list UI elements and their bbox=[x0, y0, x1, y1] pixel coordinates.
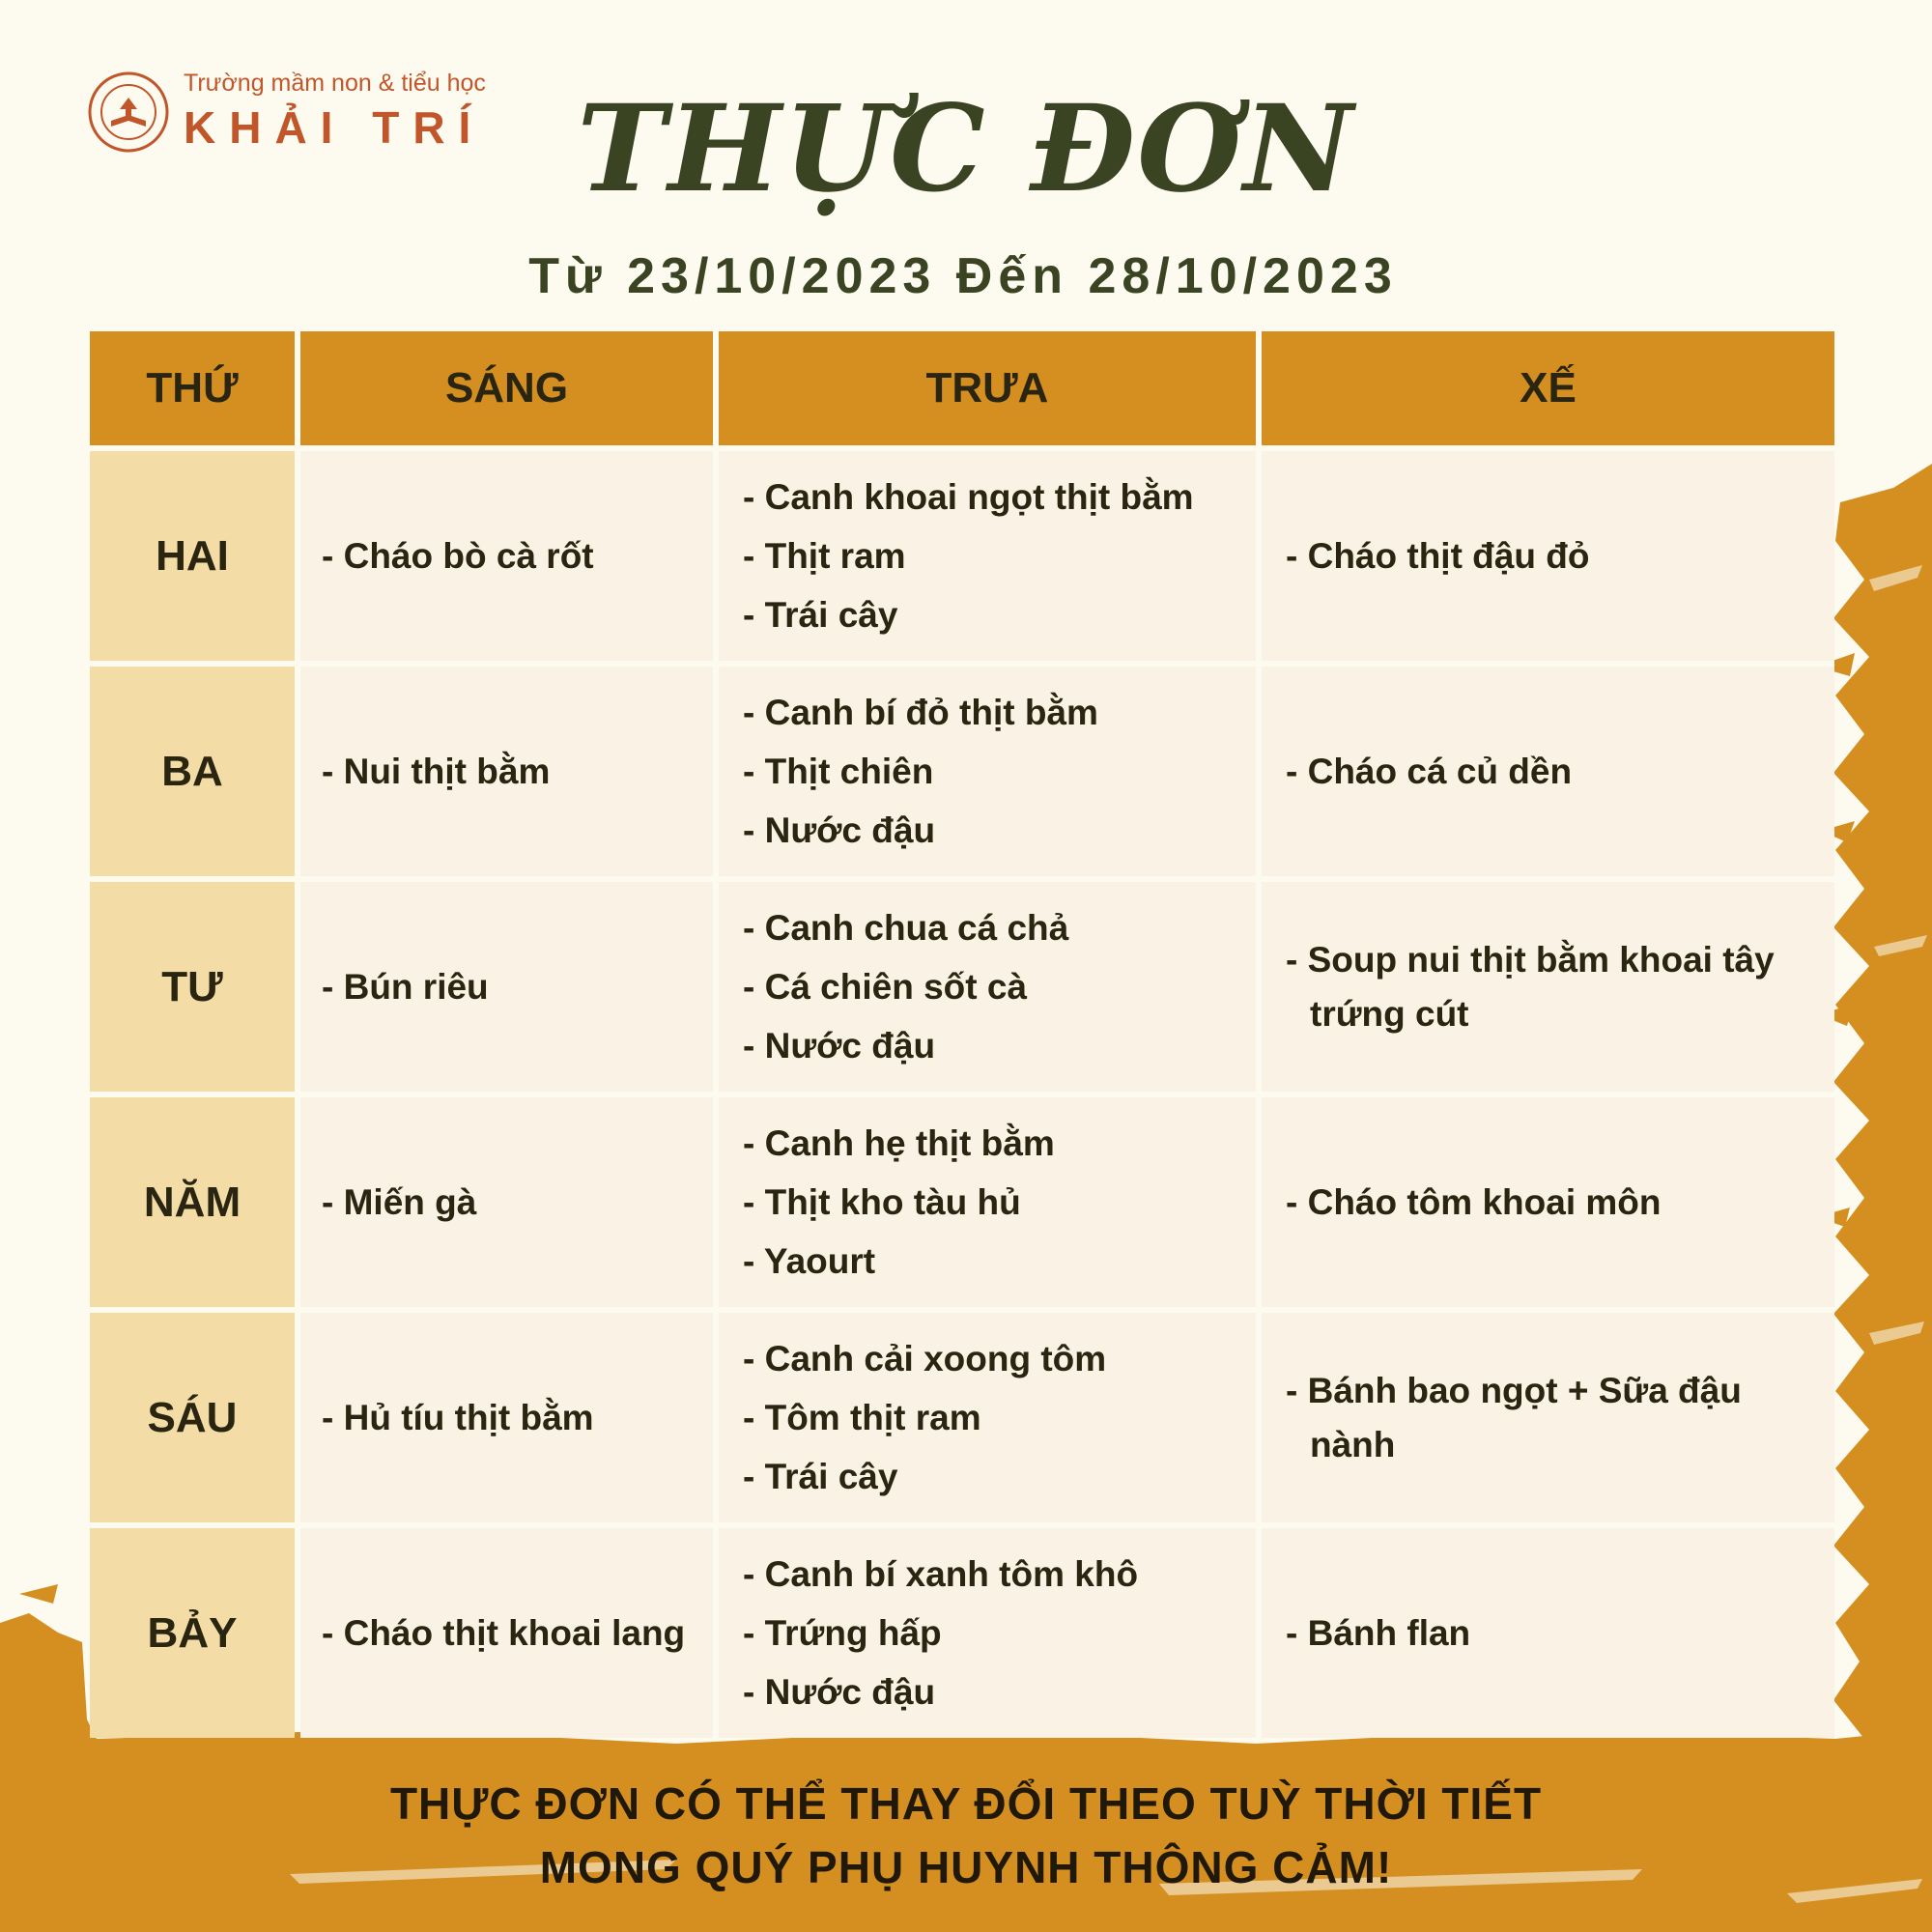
header-lunch: TRƯA bbox=[719, 331, 1256, 451]
menu-item: - Bánh flan bbox=[1286, 1612, 1471, 1653]
school-name: KHẢI TRÍ bbox=[184, 102, 485, 153]
menu-item: - Cháo tôm khoai môn bbox=[1286, 1181, 1662, 1222]
menu-item: - Canh bí xanh tôm khô bbox=[743, 1554, 1139, 1594]
table-row bbox=[90, 1528, 1834, 1738]
menu-item: - Canh chua cá chả bbox=[743, 908, 1069, 948]
date-range: Từ 23/10/2023 Đến 28/10/2023 bbox=[528, 248, 1398, 304]
menu-item: - Hủ tíu thịt bằm bbox=[322, 1398, 594, 1437]
morning-cell bbox=[300, 667, 713, 882]
morning-cell bbox=[300, 1528, 713, 1738]
menu-item: - Cháo thịt khoai lang bbox=[322, 1613, 686, 1653]
lunch-cell bbox=[719, 1528, 1256, 1738]
menu-item: - Tôm thịt ram bbox=[743, 1398, 981, 1437]
menu-item: - Cháo bò cà rốt bbox=[322, 536, 594, 576]
footer-line-2: MONG QUÝ PHỤ HUYNH THÔNG CẢM! bbox=[539, 1842, 1393, 1892]
menu-item: - Cháo thịt đậu đỏ bbox=[1286, 535, 1590, 576]
menu-item: - Nui thịt bằm bbox=[322, 752, 551, 791]
menu-item: - Thịt kho tàu hủ bbox=[743, 1182, 1021, 1222]
lunch-cell bbox=[719, 1097, 1256, 1313]
menu-item: - Cá chiên sốt cà bbox=[743, 967, 1028, 1007]
afternoon-cell bbox=[1262, 882, 1834, 1097]
menu-item: - Nước đậu bbox=[743, 1672, 936, 1712]
menu-item: - Thịt ram bbox=[743, 536, 906, 576]
afternoon-cell bbox=[1262, 1528, 1834, 1738]
footer-line-1: THỰC ĐƠN CÓ THỂ THAY ĐỔI THEO TUỲ THỜI TIẾT bbox=[389, 1778, 1543, 1829]
menu-item: - Miến gà bbox=[322, 1182, 477, 1222]
page-title: THỰC ĐƠN bbox=[577, 79, 1355, 219]
morning-cell bbox=[300, 451, 713, 667]
lunch-cell bbox=[719, 1313, 1256, 1528]
menu-item: - Nước đậu bbox=[743, 1026, 936, 1065]
menu-item: - Yaourt bbox=[743, 1241, 876, 1281]
table-row bbox=[90, 882, 1834, 1097]
afternoon-cell bbox=[1262, 667, 1834, 882]
table-row bbox=[90, 451, 1834, 667]
menu-item: - Nước đậu bbox=[743, 810, 936, 850]
table-header-row bbox=[90, 331, 1834, 451]
menu-item: - Trái cây bbox=[743, 1457, 898, 1496]
school-subtitle: Trường mầm non & tiểu học bbox=[184, 70, 486, 97]
day-cell: NĂM bbox=[90, 1097, 295, 1313]
lunch-cell bbox=[719, 451, 1256, 667]
lunch-cell bbox=[719, 882, 1256, 1097]
afternoon-cell bbox=[1262, 451, 1834, 667]
menu-item: - Cháo cá củ dền bbox=[1286, 751, 1573, 791]
menu-item: - Canh khoai ngọt thịt bằm bbox=[743, 477, 1194, 517]
day-cell: SÁU bbox=[90, 1313, 295, 1528]
afternoon-cell bbox=[1262, 1313, 1834, 1528]
menu-item: - Thịt chiên bbox=[743, 752, 934, 791]
day-cell: HAI bbox=[90, 451, 295, 667]
menu-item: - Trứng hấp bbox=[743, 1613, 942, 1653]
menu-item: - Trái cây bbox=[743, 595, 898, 635]
menu-table bbox=[84, 331, 1840, 1738]
day-cell: BA bbox=[90, 667, 295, 882]
menu-item: - Soup nui thịt bằm khoai tây trứng cút bbox=[1286, 939, 1775, 1034]
menu-item: - Canh hẹ thịt bằm bbox=[743, 1123, 1055, 1163]
menu-item: - Canh cải xoong tôm bbox=[743, 1339, 1107, 1378]
morning-cell bbox=[300, 1097, 713, 1313]
morning-cell bbox=[300, 882, 713, 1097]
header-day: THỨ bbox=[90, 331, 295, 451]
day-cell: TƯ bbox=[90, 882, 295, 1097]
afternoon-cell bbox=[1262, 1097, 1834, 1313]
table-row bbox=[90, 667, 1834, 882]
day-cell: BẢY bbox=[90, 1528, 295, 1738]
table-row bbox=[90, 1097, 1834, 1313]
menu-item: - Canh bí đỏ thịt bằm bbox=[743, 693, 1098, 732]
table-row bbox=[90, 1313, 1834, 1528]
menu-item: - Bánh bao ngọt + Sữa đậu nành bbox=[1286, 1370, 1742, 1464]
header-afternoon: XẾ bbox=[1262, 331, 1834, 451]
header-morning: SÁNG bbox=[300, 331, 713, 451]
footer-notice bbox=[0, 1772, 1932, 1899]
lunch-cell bbox=[719, 667, 1256, 882]
menu-item: - Bún riêu bbox=[322, 967, 489, 1007]
morning-cell bbox=[300, 1313, 713, 1528]
